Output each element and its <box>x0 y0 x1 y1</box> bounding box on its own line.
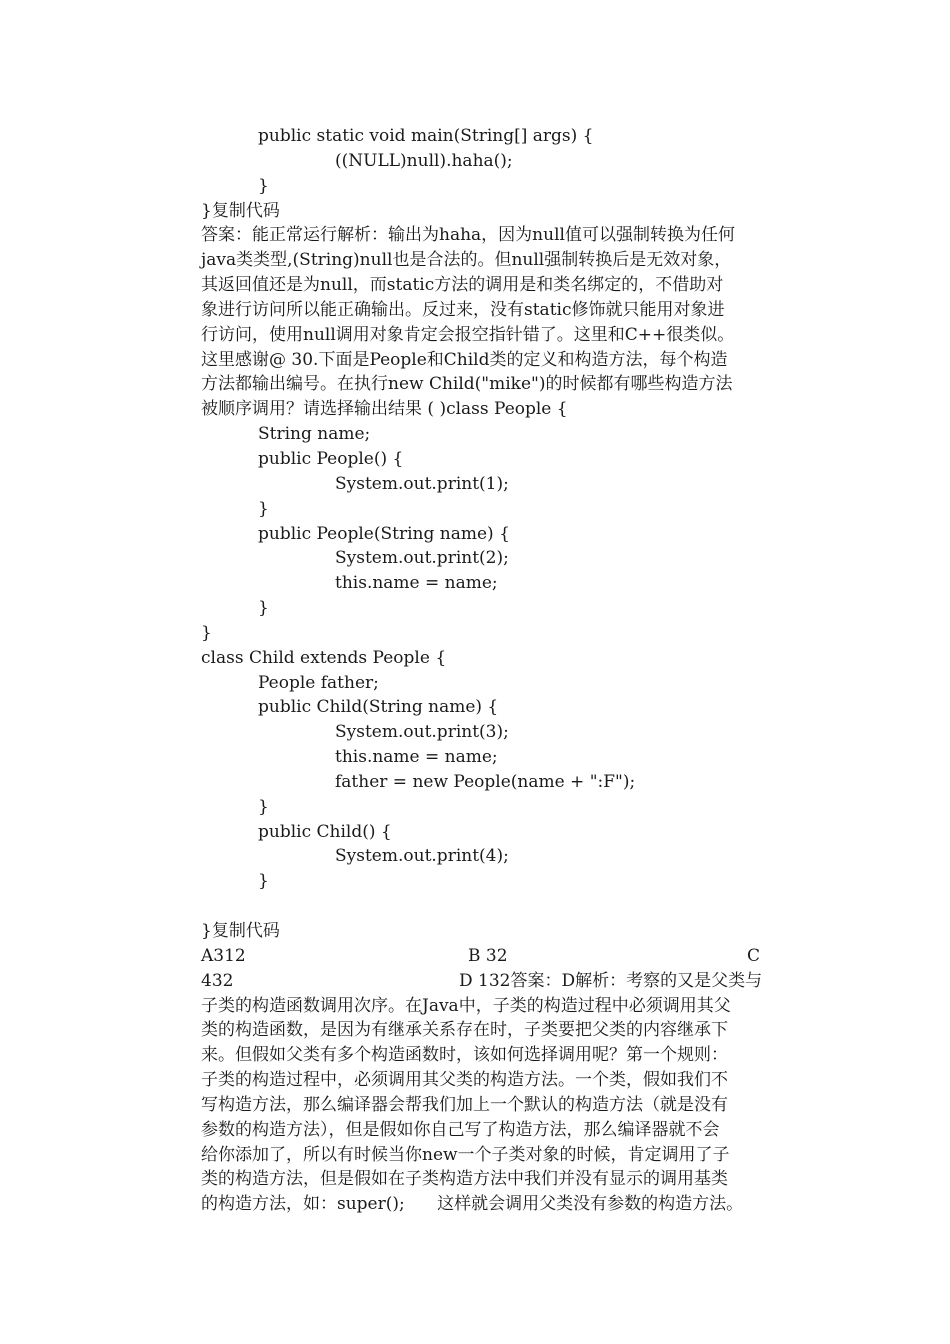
code-line: System.out.print(3); <box>335 722 509 743</box>
text-line: 给你添加了，所以有时候当你new一个子类对象的时候，肯定调用了子 <box>201 1144 730 1165</box>
text-line: 类的构造函数，是因为有继承关系存在时，子类要把父类的内容继承下 <box>201 1020 728 1041</box>
option-d-and-answer: D 132答案：D解析：考察的又是父类与 <box>459 970 763 991</box>
document-page <box>201 124 821 1217</box>
text-line: 行访问，使用null调用对象肯定会报空指针错了。这里和C++很类似。 <box>201 324 735 345</box>
code-line: } <box>258 498 269 519</box>
code-line: System.out.print(2); <box>335 548 509 569</box>
text-line: 的构造方法，如：super(); 这样就会调用父类没有参数的构造方法。 <box>201 1194 744 1215</box>
text-line: 方法都输出编号。在执行new Child("mike")的时候都有哪些构造方法 <box>201 374 733 395</box>
option-c: C <box>747 945 761 966</box>
option-a: A312 <box>201 945 246 966</box>
code-line: father = new People(name + ":F"); <box>335 771 636 792</box>
code-line: } <box>258 871 269 892</box>
text-line: java类类型,(String)null也是合法的。但null强制转换后是无效对象， <box>201 250 732 271</box>
options-row-1 <box>201 944 821 969</box>
code-line: } <box>201 622 212 643</box>
code-line: this.name = name; <box>335 747 498 768</box>
code-line: public Child() { <box>258 821 392 842</box>
code-line: System.out.print(1); <box>335 473 509 494</box>
code-block-main-method <box>201 124 821 199</box>
code-line: this.name = name; <box>335 573 498 594</box>
answer-paragraph-30 <box>201 994 821 1218</box>
text-line: 答案：能正常运行解析：输出为haha，因为null值可以强制转换为任何 <box>201 225 735 246</box>
option-b: B 32 <box>468 945 508 966</box>
copy-code-label: }复制代码 <box>201 200 280 221</box>
answer-options <box>201 944 821 994</box>
text-line: 来。但假如父类有多个构造函数时，该如何选择调用呢？第一个规则： <box>201 1045 728 1066</box>
code-line: public static void main(String[] args) { <box>258 126 594 146</box>
text-line: 这里感谢@ 30.下面是People和Child类的定义和构造方法，每个构造 <box>201 349 728 370</box>
code-line: public People() { <box>258 448 404 469</box>
text-line: 子类的构造函数调用次序。在Java中，子类的构造过程中必须调用其父 <box>201 995 731 1016</box>
code-line: System.out.print(4); <box>335 846 509 867</box>
text-line: 象进行访问所以能正确输出。反过来，没有static修饰就只能用对象进 <box>201 299 725 320</box>
code-block-people-child <box>201 422 821 894</box>
text-line: 参数的构造方法），但是假如你自己写了构造方法，那么编译器就不会 <box>201 1119 720 1140</box>
text-line: 子类的构造过程中，必须调用其父类的构造方法。一个类，假如我们不 <box>201 1070 728 1091</box>
copy-code-label: }复制代码 <box>201 921 280 941</box>
code-line: } <box>258 598 269 619</box>
text-line: 写构造方法，那么编译器会帮我们加上一个默认的构造方法（就是没有 <box>201 1094 728 1115</box>
code-line: class Child extends People { <box>201 647 447 668</box>
blank-line <box>201 894 821 919</box>
text-line: 类的构造方法，但是假如在子类构造方法中我们并没有显示的调用基类 <box>201 1169 728 1190</box>
text-line: 其返回值还是为null，而static方法的调用是和类名绑定的，不借助对 <box>201 275 724 296</box>
code-line: } <box>258 175 269 196</box>
code-line: ((NULL)null).haha(); <box>335 150 513 171</box>
code-line: } <box>258 796 269 817</box>
option-c-value: 432 <box>201 970 234 991</box>
code-line: People father; <box>258 672 379 693</box>
code-line: String name; <box>258 424 371 445</box>
code-line: public People(String name) { <box>258 523 510 544</box>
options-row-2 <box>201 969 821 994</box>
code-line: public Child(String name) { <box>258 697 499 718</box>
text-line: 被顺序调用？请选择输出结果 ( )class People { <box>201 399 568 420</box>
answer-paragraph-29 <box>201 223 821 422</box>
